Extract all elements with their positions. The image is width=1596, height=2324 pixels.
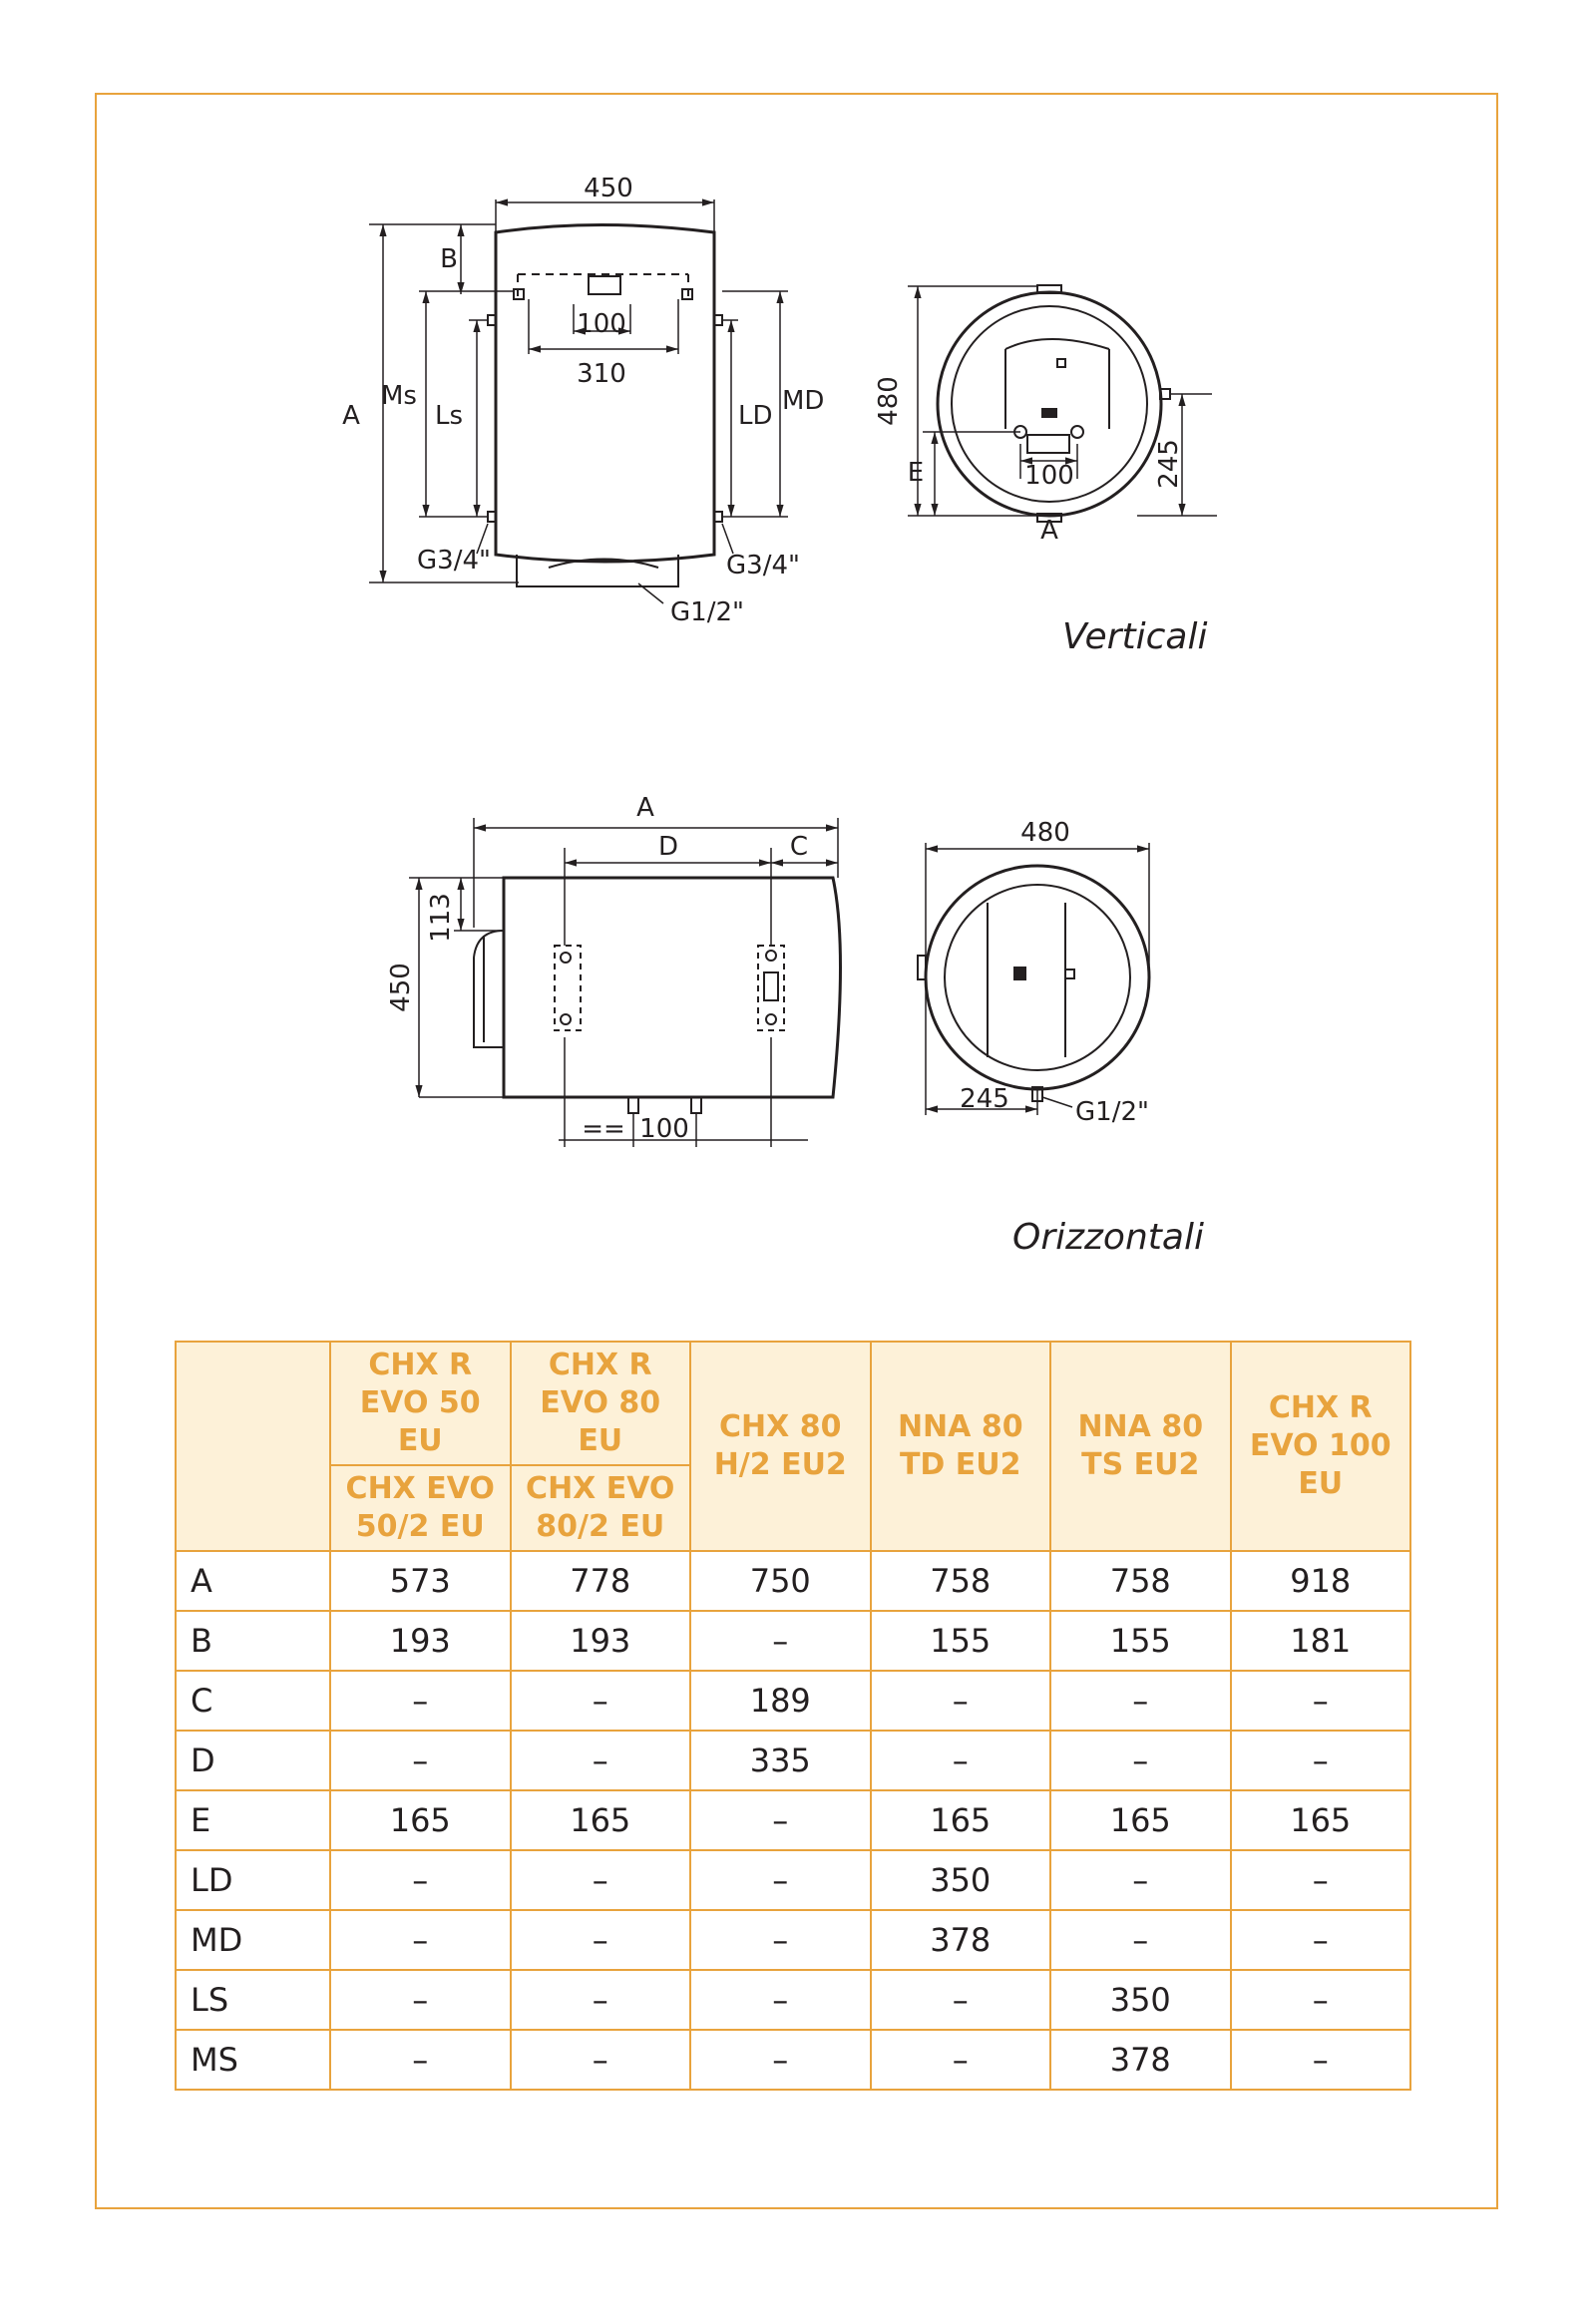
table-cell: 378: [871, 1910, 1051, 1970]
table-cell: –: [330, 1671, 511, 1731]
table-cell: –: [330, 1850, 511, 1910]
dim-Ld: LD: [738, 401, 773, 431]
dim-245-vertical: 245: [1154, 439, 1184, 489]
table-row: [176, 1850, 1410, 1910]
table-cell: –: [1231, 1671, 1411, 1731]
table-cell: 350: [871, 1850, 1051, 1910]
table-cell: –: [1231, 2030, 1411, 2090]
table-cell: 573: [330, 1551, 511, 1611]
table-cell: 181: [1231, 1611, 1411, 1671]
row-label: LD: [176, 1850, 330, 1910]
header-corner: [176, 1342, 330, 1551]
table-cell: –: [690, 1970, 871, 2030]
table-cell: 758: [871, 1551, 1051, 1611]
table-cell: –: [330, 2030, 511, 2090]
table-cell: –: [871, 2030, 1051, 2090]
row-label: D: [176, 1731, 330, 1790]
row-label: MD: [176, 1910, 330, 1970]
table-cell: 758: [1050, 1551, 1231, 1611]
g34-right: G3/4": [726, 551, 800, 581]
header-model-1-bottom: CHX EVO 50/2 EU: [330, 1465, 511, 1551]
dim-A-horizontal: A: [636, 793, 654, 823]
table-cell: –: [1231, 1910, 1411, 1970]
table-cell: –: [330, 1731, 511, 1790]
dim-450-horizontal: 450: [386, 963, 416, 1012]
table-row: [176, 2030, 1410, 2090]
row-label: B: [176, 1611, 330, 1671]
vertical-front-view: [369, 199, 788, 603]
dim-C: C: [789, 832, 809, 862]
g12-horizontal: G1/2": [1075, 1097, 1149, 1127]
table-cell: 750: [690, 1551, 871, 1611]
table-cell: –: [511, 1671, 691, 1731]
dim-480-vertical: 480: [874, 376, 904, 426]
row-label: MS: [176, 2030, 330, 2090]
dim-100: 100: [577, 309, 626, 339]
dimensions-table: [175, 1341, 1411, 2091]
header-model-1-top: CHX R EVO 50 EU: [330, 1342, 511, 1465]
table-row: [176, 1970, 1410, 2030]
table-cell: –: [511, 2030, 691, 2090]
dim-eq: ==: [582, 1114, 625, 1144]
table-cell: –: [1050, 1671, 1231, 1731]
header-model-2-bottom: CHX EVO 80/2 EU: [511, 1465, 691, 1551]
table-cell: 155: [1050, 1611, 1231, 1671]
caption-orizzontali: Orizzontali: [1012, 1217, 1204, 1258]
g12-vertical: G1/2": [670, 597, 744, 627]
header-model-3: CHX 80 H/2 EU2: [690, 1342, 871, 1551]
table-cell: –: [1231, 1731, 1411, 1790]
dim-450: 450: [584, 174, 633, 203]
header-model-4: NNA 80 TD EU2: [871, 1342, 1051, 1551]
table-cell: –: [690, 2030, 871, 2090]
table-cell: –: [1050, 1850, 1231, 1910]
table-cell: 378: [1050, 2030, 1231, 2090]
table-cell: 165: [1231, 1790, 1411, 1850]
table-row: [176, 1611, 1410, 1671]
table-row: [176, 1790, 1410, 1850]
dim-E: E: [907, 458, 925, 488]
table-cell: 165: [871, 1790, 1051, 1850]
table-header-row: [176, 1342, 1410, 1465]
table-cell: 165: [1050, 1790, 1231, 1850]
dim-Ls: Ls: [435, 401, 464, 431]
table-cell: 350: [1050, 1970, 1231, 2030]
table-cell: –: [690, 1611, 871, 1671]
table-cell: 165: [330, 1790, 511, 1850]
table-row: [176, 1551, 1410, 1611]
table-cell: –: [690, 1850, 871, 1910]
table-cell: –: [1050, 1731, 1231, 1790]
table-cell: 193: [511, 1611, 691, 1671]
table-cell: 193: [330, 1611, 511, 1671]
dim-480-horizontal: 480: [1020, 818, 1070, 848]
table-cell: 778: [511, 1551, 691, 1611]
dim-245-horizontal: 245: [960, 1084, 1009, 1114]
row-label: C: [176, 1671, 330, 1731]
dim-Md: MD: [782, 386, 825, 416]
table-cell: –: [1231, 1970, 1411, 2030]
table-cell: –: [511, 1970, 691, 2030]
table-cell: 165: [511, 1790, 691, 1850]
table-cell: 155: [871, 1611, 1051, 1671]
row-label: LS: [176, 1970, 330, 2030]
table-cell: –: [511, 1910, 691, 1970]
table-cell: –: [871, 1970, 1051, 2030]
dim-A: A: [342, 401, 360, 431]
table-cell: 189: [690, 1671, 871, 1731]
table-cell: –: [511, 1850, 691, 1910]
dim-100-horizontal: 100: [639, 1114, 689, 1144]
caption-verticali: Verticali: [1062, 616, 1208, 657]
table-cell: –: [871, 1731, 1051, 1790]
horizontal-front-view: [409, 818, 841, 1147]
dim-100-side: 100: [1024, 461, 1074, 491]
header-model-2-top: CHX R EVO 80 EU: [511, 1342, 691, 1465]
row-label: E: [176, 1790, 330, 1850]
table-cell: –: [1050, 1910, 1231, 1970]
table-cell: –: [1231, 1850, 1411, 1910]
table-cell: –: [511, 1731, 691, 1790]
dim-D: D: [657, 832, 679, 862]
table-cell: 335: [690, 1731, 871, 1790]
table-cell: –: [871, 1671, 1051, 1731]
table-cell: –: [690, 1910, 871, 1970]
table-row: [176, 1731, 1410, 1790]
dim-A-side: A: [1040, 516, 1058, 546]
dim-Ms: Ms: [381, 381, 417, 411]
header-model-5: NNA 80 TS EU2: [1050, 1342, 1231, 1551]
table-row: [176, 1910, 1410, 1970]
table-cell: –: [330, 1970, 511, 2030]
dim-113: 113: [426, 893, 456, 943]
horizontal-side-view: [918, 843, 1149, 1115]
header-model-6: CHX R EVO 100 EU: [1231, 1342, 1411, 1551]
dim-310: 310: [577, 359, 626, 389]
dim-B: B: [440, 244, 458, 274]
table-row: [176, 1671, 1410, 1731]
g34-left: G3/4": [417, 546, 491, 576]
table-cell: –: [330, 1910, 511, 1970]
table-cell: 918: [1231, 1551, 1411, 1611]
row-label: A: [176, 1551, 330, 1611]
table-cell: –: [690, 1790, 871, 1850]
